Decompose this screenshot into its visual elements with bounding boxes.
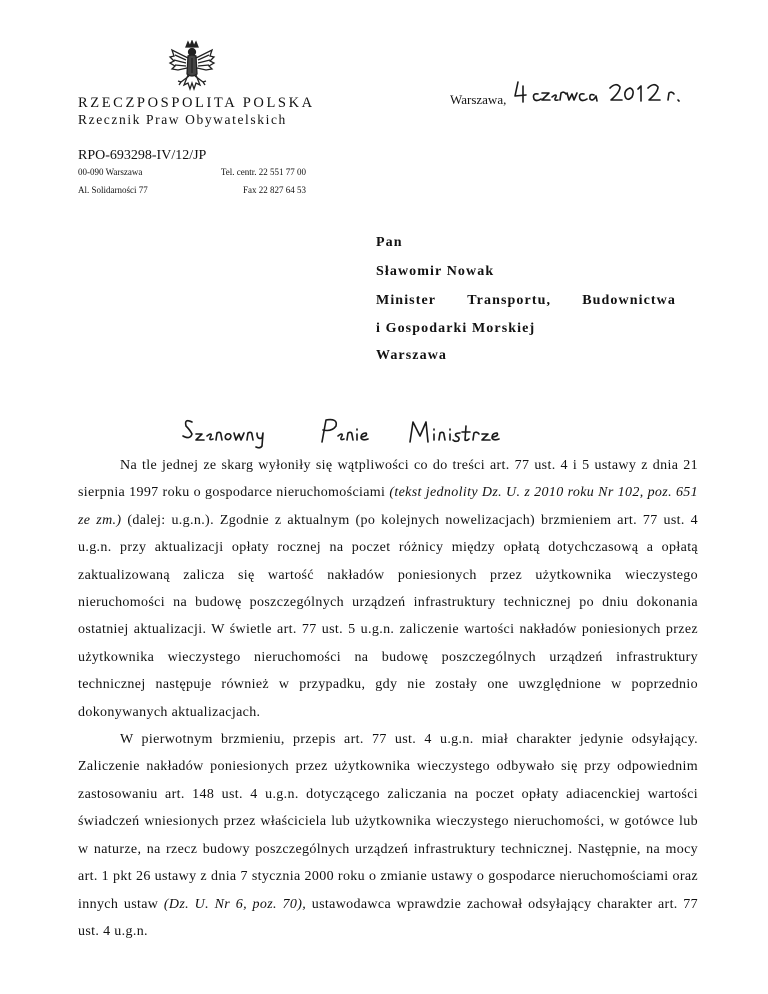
polish-eagle-emblem: [166, 40, 218, 98]
date-place: Warszawa,: [450, 92, 507, 107]
handwritten-date: [512, 76, 712, 115]
recipient-position-word-1: Minister: [376, 293, 437, 308]
postal-code: 00-090 Warszawa: [78, 167, 143, 177]
phone-number: Tel. centr. 22 551 77 00: [220, 167, 306, 177]
recipient-city: Warszawa: [376, 348, 448, 363]
street-address: Al. Solidarności 77: [78, 185, 148, 195]
paragraph-1-text-a: Na tle jednej ze skarg wyłoniły się wątpliwości co do treści art. 77 ust. 4 i 5 ustawy z dnia 21 sierpnia 1997 roku o gospodarce nieruchomościami: [78, 458, 698, 501]
contact-block: [200, 163, 306, 199]
paragraph-1-text-b: (dalej: u.g.n.). Zgodnie z aktualnym (po kolejnych nowelizacjach) brzmieniem art. 77 ust. 4 u.g.n. przy aktualizacji opłaty rocznej na poczet różnicy między opłatą dotychczasową a opłatą zaktualizowaną zalicza się wartość nakładów poniesionych przez użytkownika wieczystego nieruchomości na budowę poszczególnych urządzeń infrastruktury technicznej po dniu dokonania ostatniej aktualizacji. W świetle art. 77 ust. 5 u.g.n. zaliczenie wartości nakładów poniesionych przez użytkownika wieczystego nieruchomości na budowę poszczególnych urządzeń infrastruktury technicznej następuje również w przypadku, gdy nie zostały one uwzględnione w poprzednio dokonywanych aktualizacjach.: [78, 512, 698, 720]
recipient-position-line-1: [376, 293, 676, 309]
handwritten-salutation: [180, 414, 560, 455]
paragraph-2-text-a: W pierwotnym brzmieniu, przepis art. 77 ust. 4 u.g.n. miał charakter jedynie odsyłający. Zaliczenie nakładów poniesionych przez użytkownika wieczystego odbywało się przy odpowiednim zastosowaniu art. 148 ust. 4 u.g.n. dotyczącego zaliczania na poczet opłaty adiacenckiej wartości świadczeń wniesionych przez właściciela lub użytkownika wieczystego nieruchomości, w gotówce lub w naturze, na rzecz budowy poszczególnych urządzeń infrastruktury technicznej. Następnie, na mocy art. 1 pkt 26 ustawy z dnia 7 stycznia 2000 roku o zmianie ustawy o gospodarce nieruchomościami oraz innych ustaw: [78, 732, 698, 912]
recipient-position-line-2: i Gospodarki Morskiej: [376, 321, 536, 336]
eagle-icon: [166, 40, 218, 98]
paragraph-2: [78, 726, 698, 945]
paragraph-1: [78, 452, 698, 726]
address-block: [78, 163, 148, 199]
paragraph-1-citation: (tekst jednolity Dz. U. z 2010 roku Nr 102, poz. 651 ze zm.): [78, 485, 698, 528]
reference-number: RPO-693298-IV/12/JP: [78, 148, 207, 163]
institution-name: RZECZPOSPOLITA POLSKA: [78, 95, 315, 111]
recipient-position-word-2: Transportu,: [467, 293, 552, 308]
office-name: Rzecznik Praw Obywatelskich: [78, 112, 287, 127]
letter-body: [78, 452, 698, 945]
paragraph-2-text-b: ustawodawca wprawdzie zachował odsyłający charakter art. 77 ust. 4 u.g.n.: [78, 896, 698, 939]
fax-number: Fax 22 827 64 53: [243, 185, 306, 195]
recipient-title: Pan: [376, 235, 403, 250]
recipient-name: Sławomir Nowak: [376, 264, 495, 279]
recipient-position-word-3: Budownictwa: [582, 293, 676, 308]
paragraph-2-citation: (Dz. U. Nr 6, poz. 70),: [163, 896, 307, 912]
